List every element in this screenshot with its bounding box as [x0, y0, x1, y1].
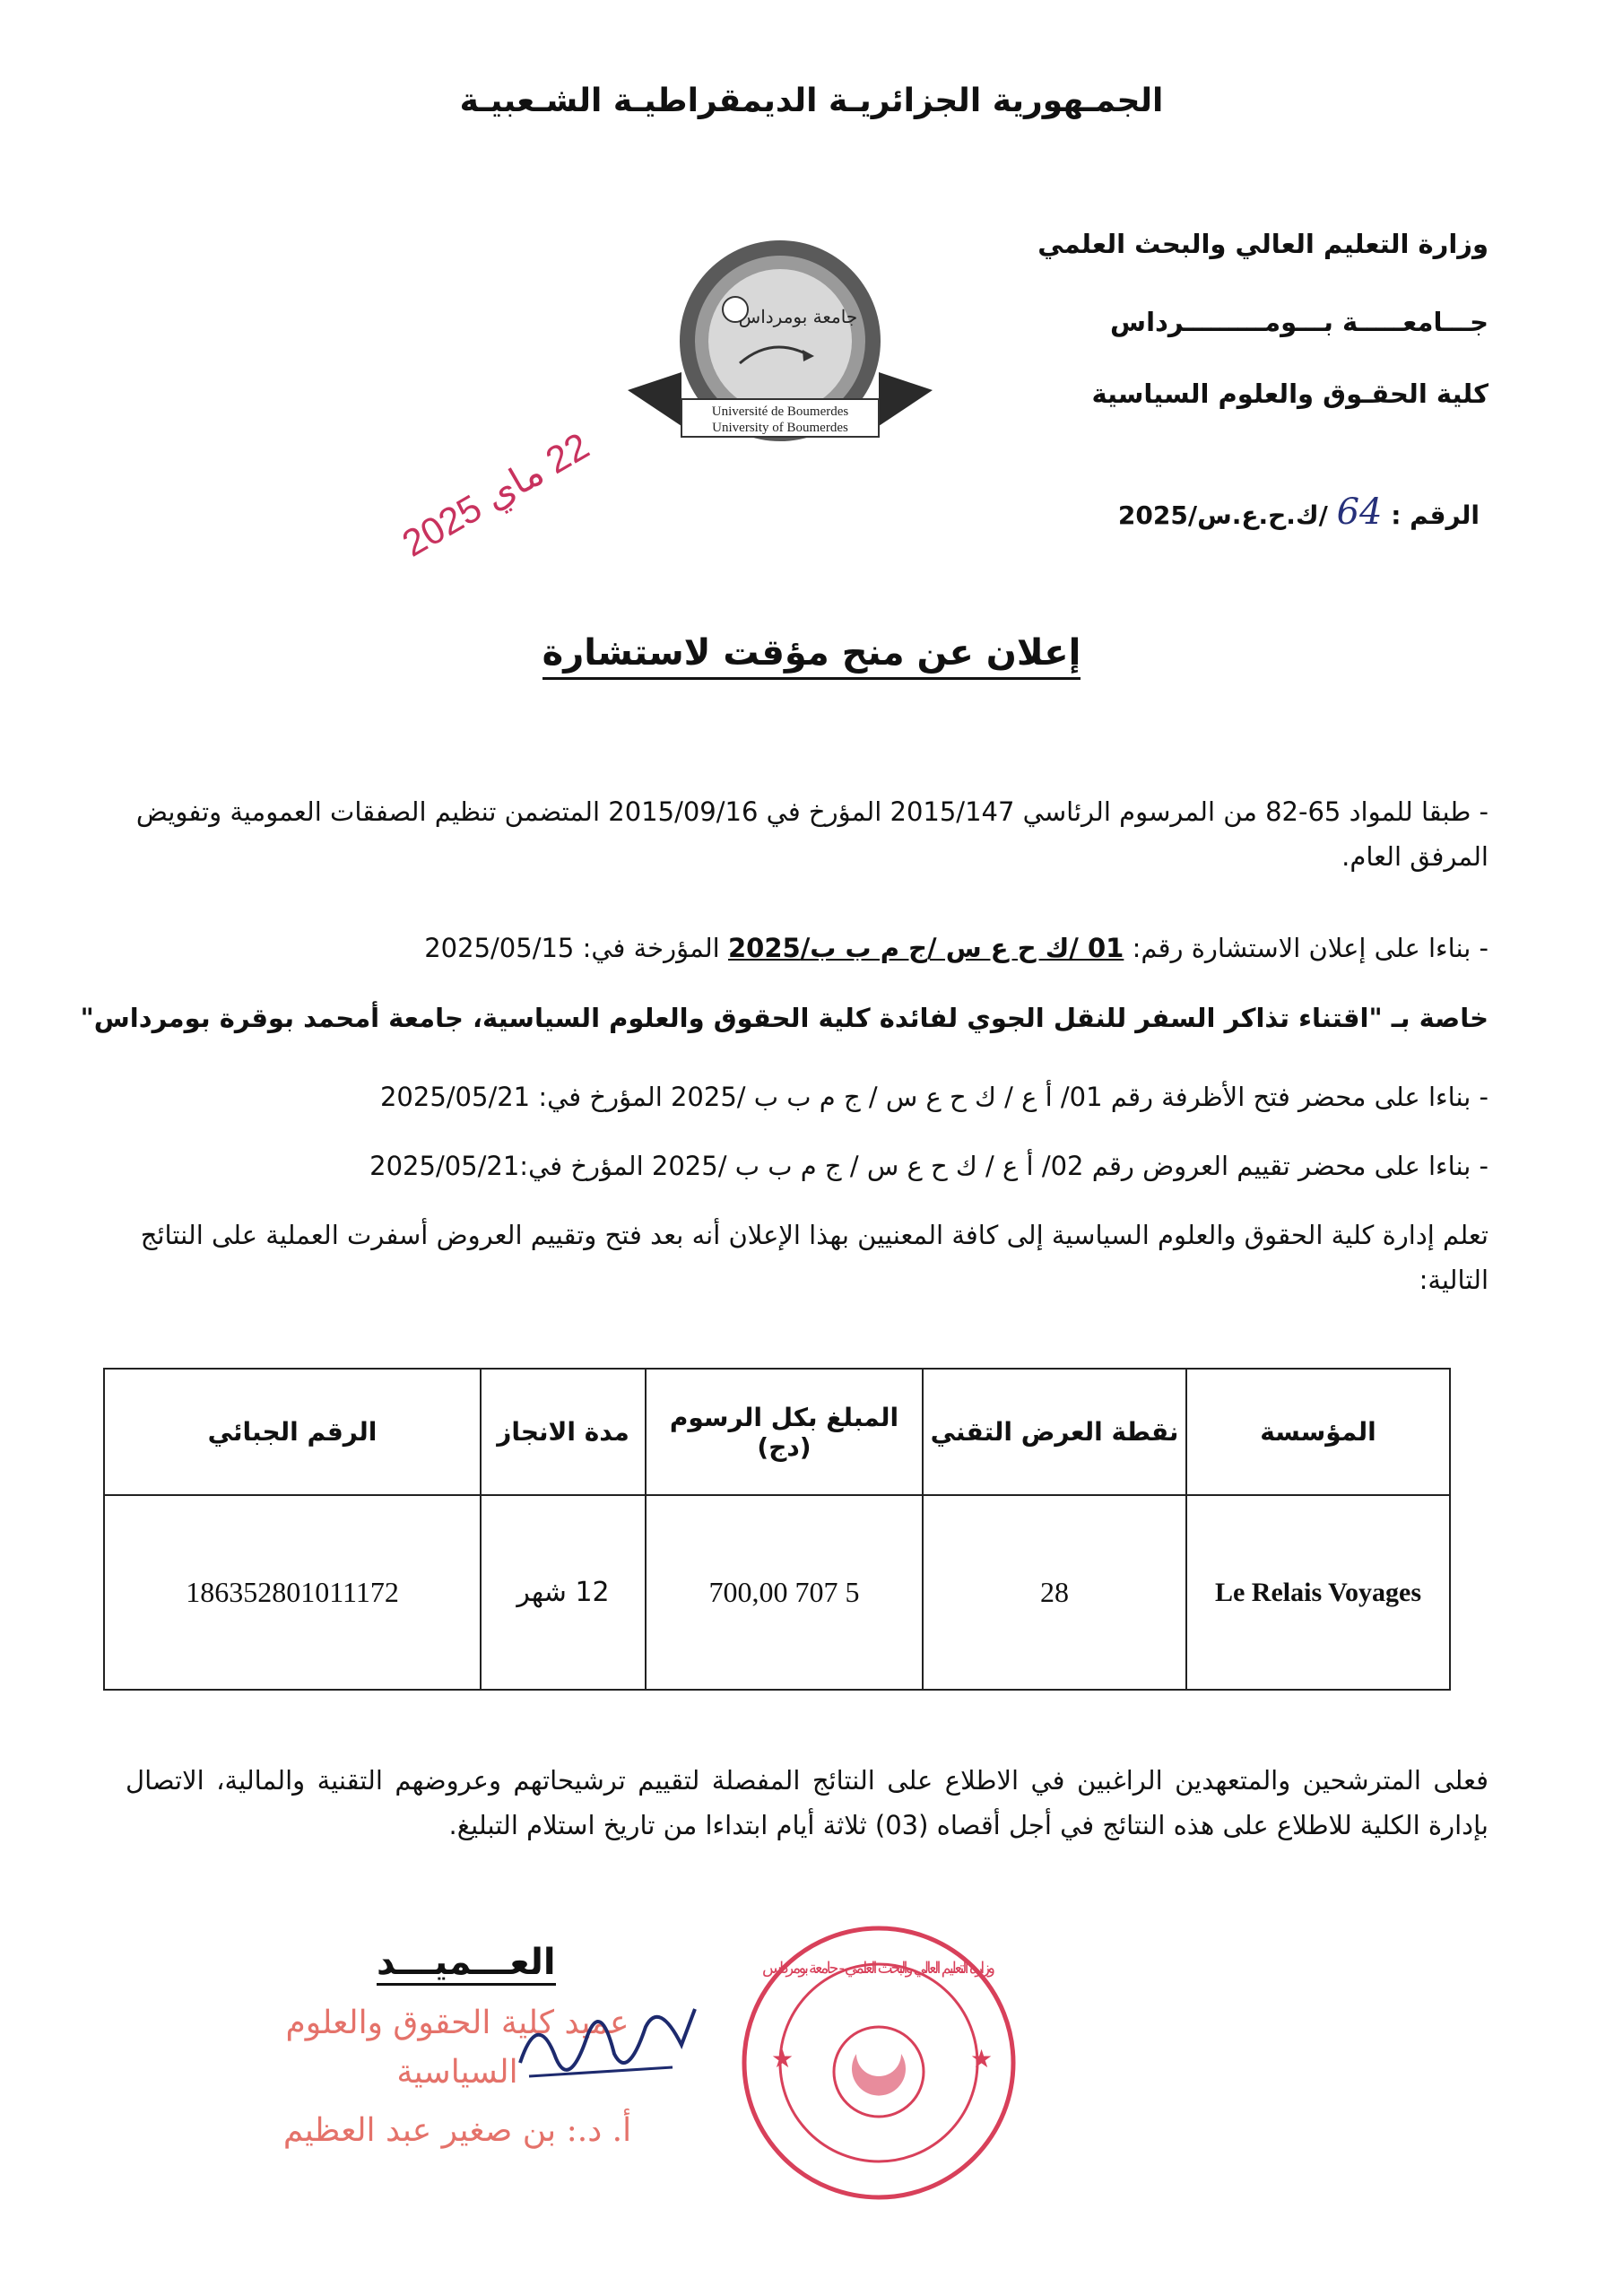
cell-tax-number: 186352801011172 — [104, 1495, 481, 1690]
paragraph-consultation — [67, 926, 1488, 970]
header-tax-number: الرقم الجبائي — [104, 1369, 481, 1495]
seal-star-icon: ★ — [970, 2044, 994, 2074]
faculty-name: كلية الحقـوق والعلوم السياسية — [1091, 378, 1488, 409]
announcement-title — [0, 632, 1623, 674]
handwritten-signature — [502, 1973, 708, 2099]
header-technical-score: نقطة العرض التقني — [923, 1369, 1186, 1495]
cell-duration: 12 شهر — [481, 1495, 646, 1690]
reference-number — [1118, 491, 1480, 533]
reference-label: الرقم : — [1391, 500, 1480, 530]
consultation-date: المؤرخة في: 2025/05/15 — [424, 933, 720, 963]
logo-text-fr: Université de Boumerdes — [711, 404, 849, 419]
paragraph-subject: خاصة بـ "اقتناء تذاكر السفر للنقل الجوي لفائدة كلية الحقوق والعلوم السياسية، جامعة أمحمد بوقرة بومرداس" — [80, 1003, 1488, 1033]
reference-suffix: /ك.ح.ع.س/2025 — [1117, 500, 1328, 530]
dean-stamp-line3: أ. د.: بن صغير عبد العظيم — [282, 2112, 632, 2149]
dean-title-text: العـــميـــد — [377, 1942, 556, 1986]
university-logo — [619, 238, 942, 471]
table-row — [104, 1495, 1450, 1690]
closing-paragraph: فعلى المترشحين والمتعهدين الراغبين في الاطلاع على النتائج المفصلة لتقييم ترشيحاتهم وعروضهم التقنية والمالية، الاتصال بإدارة الكلية للاطلاع على هذه النتائج في أجل أقصاه (03) ثلاثة أيام ابتداءا من تاريخ استلام التبليغ. — [126, 1765, 1488, 1840]
paragraph-results-intro: تعلم إدارة كلية الحقوق والعلوم السياسية إلى كافة المعنيين بهذا الإعلان أنه بعد فتح وتقييم العروض أسفرت العملية على النتائج التالية: — [140, 1220, 1488, 1295]
official-seal — [735, 1919, 1022, 2206]
paragraph-legal-basis: - طبقا للمواد 65-82 من المرسوم الرئاسي 2015/147 المؤرخ في 2015/09/16 المتضمن تنظيم الصفقات العمومية وتفويض المرفق العام. — [135, 796, 1488, 872]
announcement-title-text: إعلان عن منح مؤقت لاستشارة — [542, 632, 1081, 680]
consultation-number: 01 /ك ح ع س /ج م ب ب/2025 — [727, 933, 1124, 963]
cell-institution: Le Relais Voyages — [1186, 1495, 1450, 1690]
paragraph-evaluation-report: - بناءا على محضر تقييم العروض رقم 02/ أ ع / ك ح ع س / ج م ب ب /2025 المؤرخ في:2025/05/21 — [369, 1151, 1488, 1181]
logo-arabic-text: جامعة بومرداس — [738, 306, 858, 327]
logo-text-en: University of Boumerdes — [712, 421, 848, 435]
dean-stamp-line1: عميد كلية الحقوق والعلوم — [285, 2005, 629, 2041]
reference-handwritten-number: 64 — [1336, 491, 1383, 533]
seal-star-icon: ★ — [771, 2044, 794, 2074]
dean-stamp-line2: السياسية — [396, 2054, 518, 2091]
date-stamp: 22 ماي 2025 — [395, 424, 596, 565]
header-duration: مدة الانجاز — [481, 1369, 646, 1495]
consultation-prefix: - بناءا على إعلان الاستشارة رقم: — [1132, 933, 1488, 963]
cell-amount: 5 707 700,00 — [646, 1495, 923, 1690]
header-amount: المبلغ بكل الرسوم (دج) — [646, 1369, 923, 1495]
paragraph-opening-report: - بناءا على محضر فتح الأظرفة رقم 01/ أ ع / ك ح ع س / ج م ب ب /2025 المؤرخ في: 2025/05/21 — [379, 1082, 1488, 1112]
university-name: جـــامعـــــة بـــومـــــــــرداس — [1110, 307, 1488, 337]
results-table — [103, 1368, 1451, 1691]
cell-technical-score: 28 — [923, 1495, 1186, 1690]
header-institution: المؤسسة — [1186, 1369, 1450, 1495]
ministry-name: وزارة التعليم العالي والبحث العلمي — [1037, 229, 1488, 259]
table-header-row — [104, 1369, 1450, 1495]
republic-title: الجمـهورية الجزائريـة الديمقراطيـة الشـعبيـة — [459, 83, 1164, 119]
seal-text: وزارة التعليم العالي والبحث العلمي - جامعة بومرداس — [762, 1959, 995, 1978]
